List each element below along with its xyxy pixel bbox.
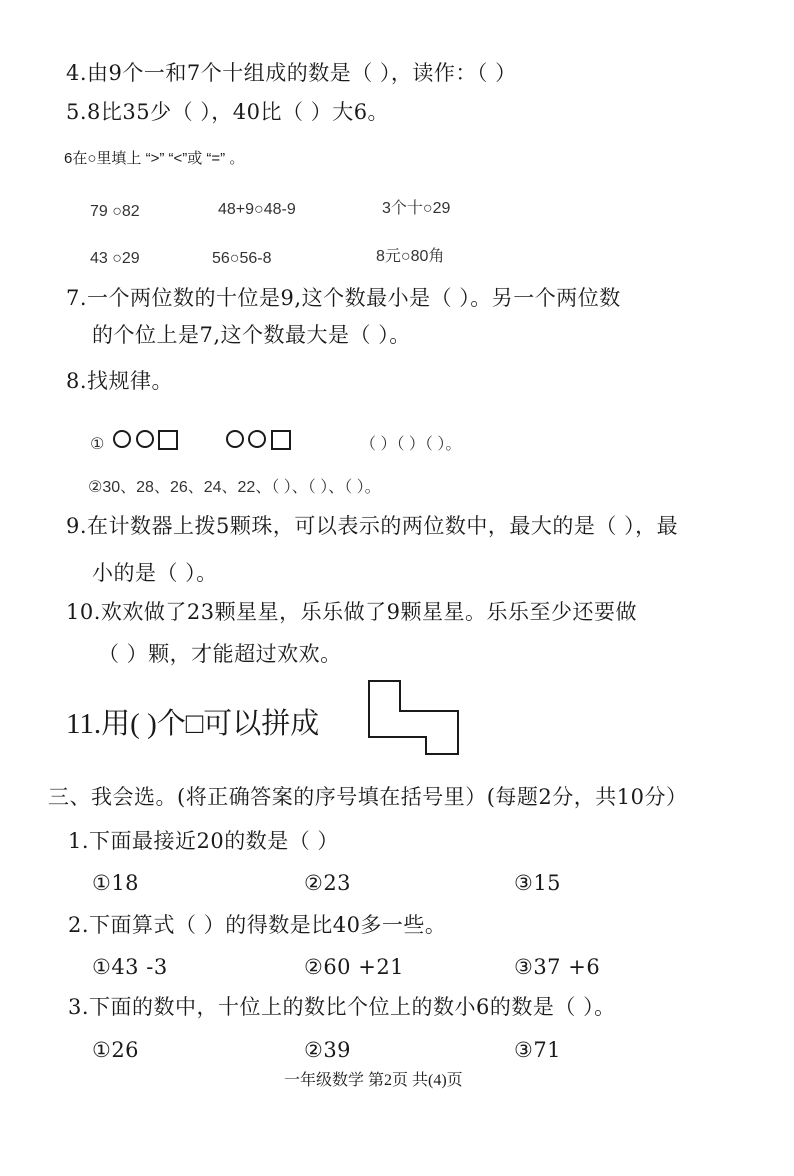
question-9-line-1: 9.在计数器上拨5颗珠，可以表示的两位数中，最大的是（ ），最 [66, 514, 679, 538]
choice-option: ③15 [514, 871, 562, 895]
section-3-title: 三、我会选。(将正确答案的序号填在括号里）(每题2分，共10分） [48, 785, 688, 809]
choice-question: 1.下面最接近20的数是（ ） [68, 829, 339, 853]
pattern-circle [249, 431, 265, 447]
question-6-title: 6在○里填上 “>” “<”或 “=” 。 [64, 150, 245, 167]
pattern-circle [137, 431, 153, 447]
choice-option: ①43 -3 [92, 955, 168, 979]
pattern-square [159, 431, 177, 449]
choice-question: 2.下面算式（ ）的得数是比40多一些。 [68, 913, 447, 937]
question-10-line-2: （ ）颗，才能超过欢欢。 [98, 642, 342, 666]
question-4: 4.由9个一和7个十组成的数是（ ），读作：（ ） [66, 61, 517, 85]
question-9-line-2: 小的是（ ）。 [92, 561, 218, 585]
question-8-title: 8.找规律。 [66, 369, 174, 393]
pattern-square [272, 431, 290, 449]
shape-pattern [112, 429, 302, 451]
compare-item: 3个十○29 [382, 200, 451, 217]
number-sequence: ②30、28、26、24、22、（ ）、（ ）、（ ）。 [88, 479, 381, 496]
compare-item: 43 ○29 [90, 250, 140, 267]
pattern-circle [114, 431, 130, 447]
choice-option: ①18 [92, 871, 140, 895]
choice-option: ②39 [304, 1038, 352, 1062]
compare-item: 8元○80角 [376, 248, 445, 265]
choice-option: ②60 +21 [304, 955, 405, 979]
pattern-blanks: （ ）（ ）（ ）。 [360, 436, 462, 453]
choice-question: 3.下面的数中，十位上的数比个位上的数小6的数是（ ）。 [68, 995, 616, 1019]
choice-option: ②23 [304, 871, 352, 895]
question-11: 11.用( )个□可以拼成 [66, 708, 320, 740]
composite-shape-figure [368, 680, 460, 756]
pattern-number: ① [90, 436, 105, 453]
composite-shape-outline [369, 681, 458, 754]
choice-option: ③71 [514, 1038, 562, 1062]
compare-item: 79 ○82 [90, 203, 140, 220]
choice-option: ①26 [92, 1038, 140, 1062]
page-footer: 一年级数学 第2页 共(4)页 [284, 1072, 463, 1089]
question-7-line-1: 7.一个两位数的十位是9,这个数最小是（ ）。另一个两位数 [66, 286, 621, 310]
question-5: 5.8比35少（ ），40比（ ）大6。 [66, 100, 390, 124]
question-10-line-1: 10.欢欢做了23颗星星，乐乐做了9颗星星。乐乐至少还要做 [66, 600, 637, 624]
choice-option: ③37 +6 [514, 955, 601, 979]
question-7-line-2: 的个位上是7,这个数最大是（ ）。 [92, 323, 411, 347]
compare-item: 56○56-8 [212, 250, 272, 267]
pattern-circle [227, 431, 243, 447]
compare-item: 48+9○48-9 [218, 201, 296, 218]
